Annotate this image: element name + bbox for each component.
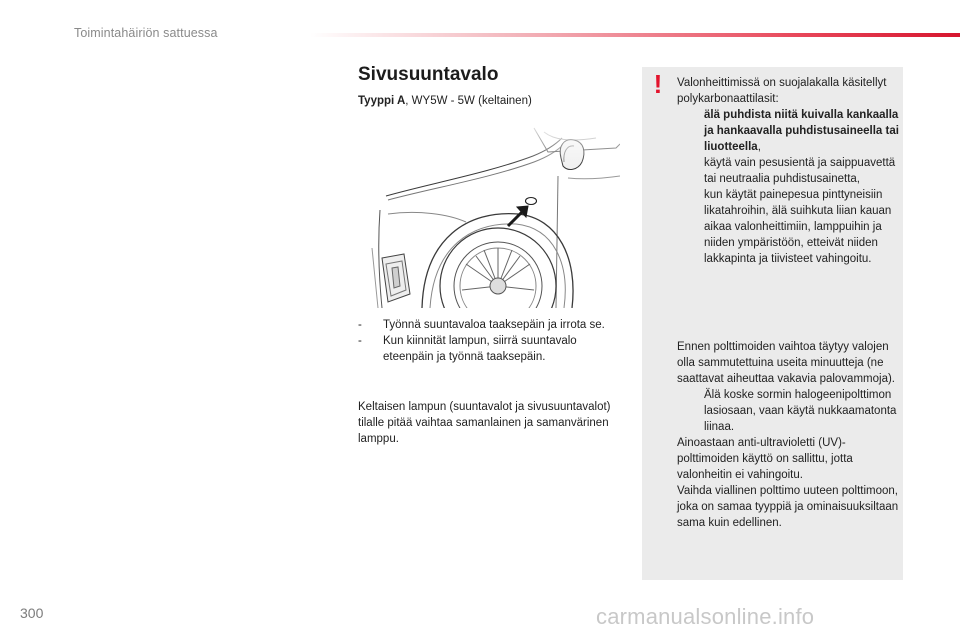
warning-intro: Ennen polttimoiden vaihtoa täytyy valojen olla sammutettuina useita minuutteja (ne saattavat aiheuttaa vakavia palovammoja).: [677, 341, 895, 385]
warning-text: käytä vain pesusientä ja saippuavettä tai neutraalia puhdistusainetta,: [704, 157, 896, 185]
step-dash: -: [358, 319, 362, 331]
bulb-handling-warning: [677, 339, 899, 531]
warning-text-tail: ,: [757, 141, 761, 153]
step-text: Kun kiinnität lampun, siirrä suuntavalo eteenpäin ja työnnä taaksepäin.: [383, 335, 577, 363]
warning-intro: Valonheittimissä on suojalakalla käsitellyt polykarbonaattilasit:: [677, 77, 887, 105]
step-dash: -: [358, 335, 362, 347]
warning-paragraph: Ainoastaan anti-ultravioletti (UV)-polttimoiden käyttö on sallittu, jotta valonheitin ei vahingoitu.: [677, 437, 853, 481]
bulb-replacement-note: Keltaisen lampun (suuntavalot ja sivusuuntavalot) tilalle pitää vaihtaa samanlainen ja samanvärinen lamppu.: [358, 401, 611, 445]
instruction-steps: [358, 317, 630, 365]
section-title: Toimintahäiriön sattuessa: [74, 26, 218, 40]
warning-list-item: [677, 187, 899, 267]
exclamation-warning-icon: !: [653, 69, 663, 99]
side-indicator-illustration: [358, 118, 620, 308]
bulb-type-line: [358, 95, 532, 107]
warning-list-item: [677, 155, 899, 187]
header-accent-bar: [310, 33, 960, 37]
warning-list-item: [677, 107, 899, 155]
warning-list: [677, 107, 899, 267]
warning-list: [677, 387, 899, 435]
headlamp-cleaning-warning: [677, 75, 899, 267]
warning-paragraph: Vaihda viallinen polttimo uuteen polttimoon, joka on samaa tyyppiä ja ominaisuuksiltaan sama kuin edellinen.: [677, 485, 899, 529]
step-text: Työnnä suuntavaloa taaksepäin ja irrota se.: [383, 319, 605, 331]
warning-text: kun käytät painepesua pinttyneisiin likatahroihin, älä suihkuta liian kauan aikaa valonheittimiin, lamppuihin ja niiden ympäristöön, etteivät niiden lakkapinta ja tiivisteet vahingoitu.: [704, 189, 892, 265]
warning-text: Älä koske sormin halogeenipolttimon lasiosaan, vaan käytä nukkaamatonta liinaa.: [704, 389, 897, 433]
bulb-type-label: Tyyppi A: [358, 95, 406, 107]
instruction-step: [358, 317, 630, 333]
watermark-text: carmanualsonline.info: [596, 604, 815, 629]
warning-bold-text: älä puhdista niitä kuivalla kankaalla ja hankaavalla puhdistusaineella tai liuotteella: [704, 109, 899, 153]
instruction-step: [358, 333, 630, 365]
bulb-type-value: , WY5W - 5W (keltainen): [405, 95, 532, 107]
warning-list-item: [677, 387, 899, 435]
page-number: 300: [20, 605, 44, 621]
page-heading: Sivusuuntavalo: [358, 64, 499, 85]
